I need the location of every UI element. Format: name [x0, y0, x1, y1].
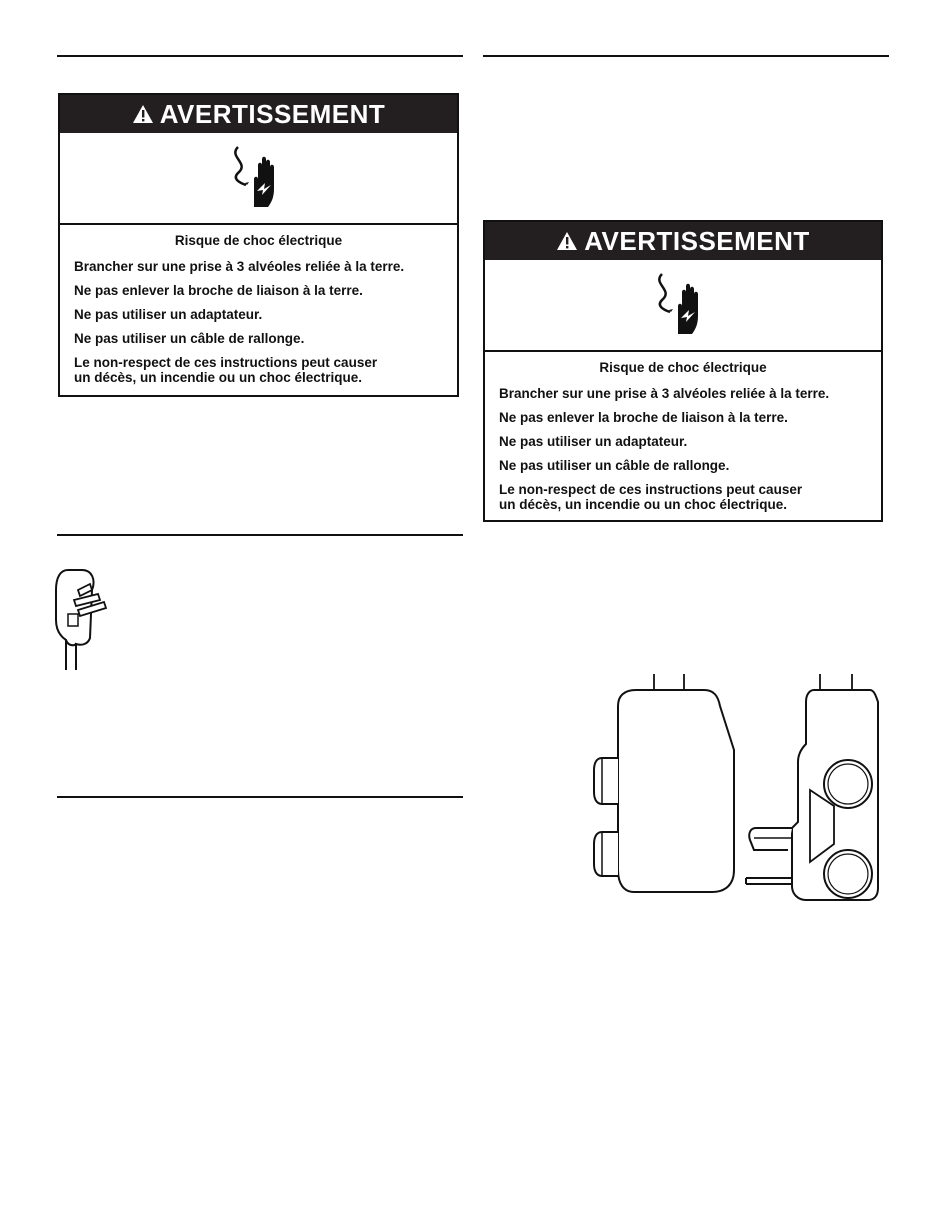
- warning-line-ground-prong: Ne pas enlever la broche de liaison à la terre.: [74, 283, 363, 298]
- warning-line-extension-cord: Ne pas utiliser un câble de rallonge.: [74, 331, 305, 346]
- warning-line-ground-outlet: Brancher sur une prise à 3 alvéoles reliée à la terre.: [499, 386, 830, 401]
- warning-line-ground-outlet: Brancher sur une prise à 3 alvéoles reliée à la terre.: [74, 259, 405, 274]
- warning-body: [485, 352, 881, 512]
- consequence-line-1: Le non-respect de ces instructions peut causer: [499, 482, 803, 497]
- risk-title: Risque de choc électrique: [174, 233, 343, 248]
- section-rule-left-bottom: [57, 796, 463, 798]
- warning-line-adapter: Ne pas utiliser un adaptateur.: [74, 307, 263, 322]
- consequence-line-2: un décès, un incendie ou un choc électrique.: [74, 370, 363, 385]
- electric-shock-hand-icon: [648, 270, 718, 340]
- warning-header: [60, 95, 457, 133]
- section-rule-left-top: [57, 55, 463, 57]
- risk-title: Risque de choc électrique: [599, 360, 767, 375]
- warning-line-ground-prong: Ne pas enlever la broche de liaison à la terre.: [499, 410, 788, 425]
- warning-heading: AVERTISSEMENT: [584, 225, 810, 256]
- warning-triangle-icon: [556, 231, 578, 251]
- warning-heading: AVERTISSEMENT: [159, 98, 386, 129]
- three-prong-plug-icon: [52, 560, 112, 672]
- warning-line-adapter: Ne pas utiliser un adaptateur.: [499, 434, 688, 449]
- warning-box-right: [483, 220, 883, 522]
- electric-shock-hand-icon: [224, 143, 294, 213]
- warning-line-extension-cord: Ne pas utiliser un câble de rallonge.: [499, 458, 730, 473]
- warning-triangle-icon: [132, 104, 154, 124]
- hazard-icon-row: [60, 133, 457, 225]
- section-rule-left-middle: [57, 534, 463, 536]
- section-rule-right-top: [483, 55, 889, 57]
- warning-box-left: [58, 93, 459, 397]
- warning-body: [60, 225, 457, 385]
- warning-consequence: [74, 355, 443, 385]
- plug-adapter-illustration: [578, 672, 888, 908]
- warning-consequence: [499, 482, 867, 512]
- consequence-line-1: Le non-respect de ces instructions peut causer: [74, 355, 378, 370]
- warning-header: [485, 222, 881, 260]
- hazard-icon-row: [485, 260, 881, 352]
- consequence-line-2: un décès, un incendie ou un choc électrique.: [499, 497, 788, 512]
